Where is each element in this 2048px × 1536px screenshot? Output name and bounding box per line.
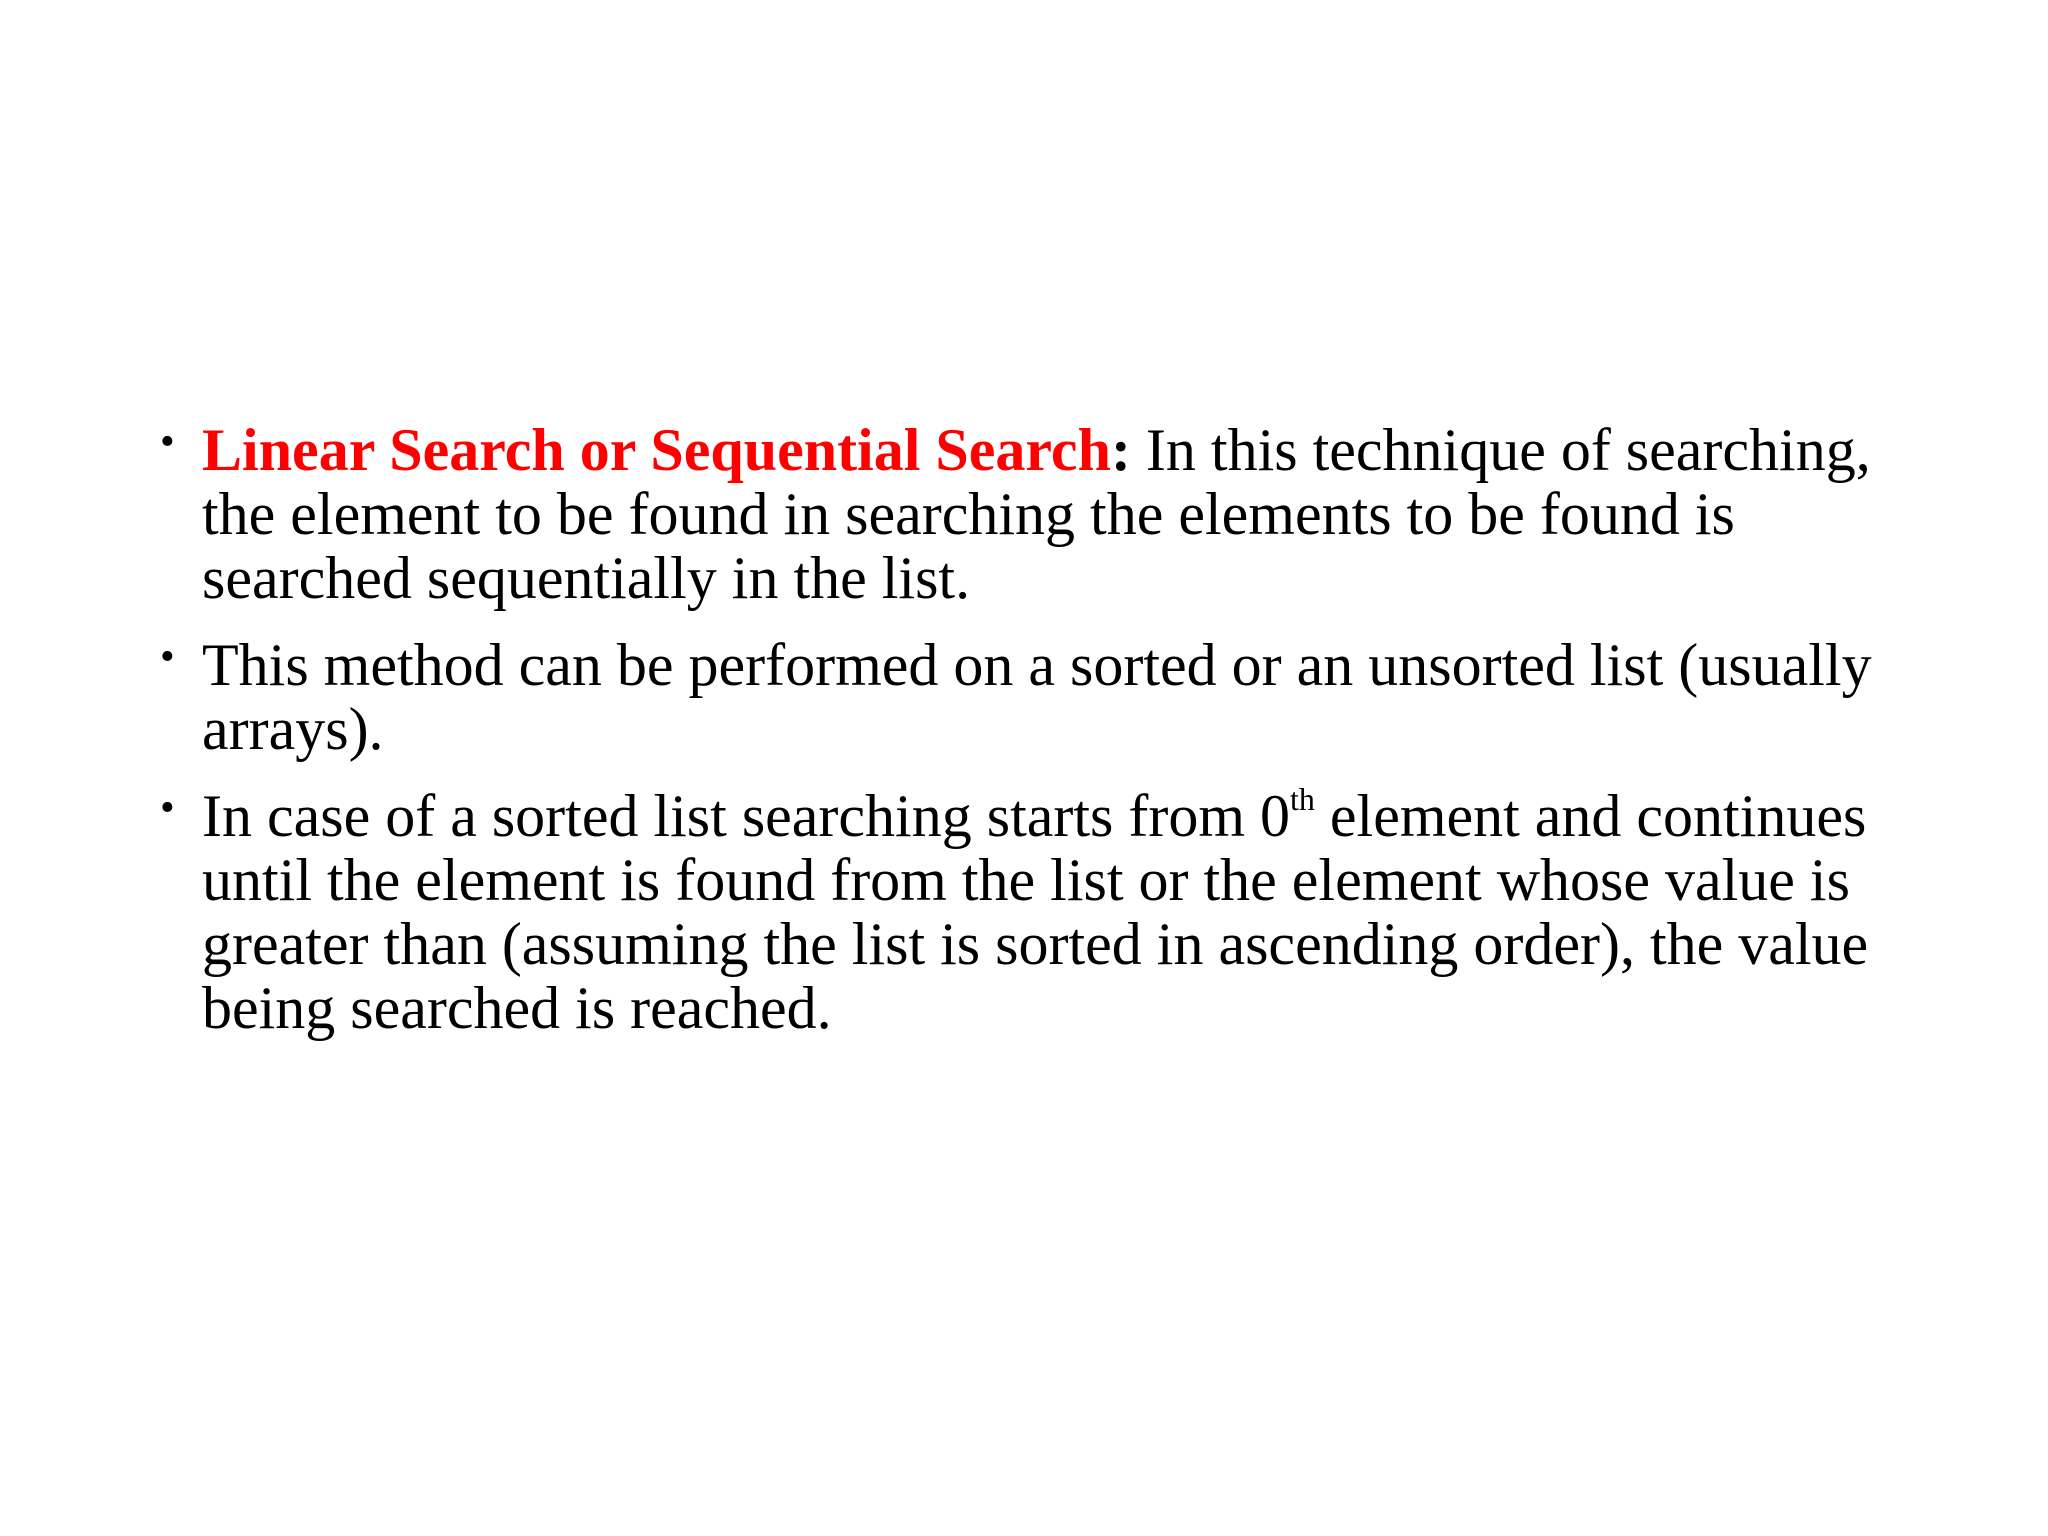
- term-colon: :: [1110, 417, 1131, 483]
- bullet-icon: •: [160, 634, 175, 680]
- bullet-text-before: In case of a sorted list searching starts from 0: [202, 783, 1290, 849]
- bullet-text: This method can be performed on a sorted or an unsorted list (usually arrays).: [202, 632, 1872, 762]
- bullet-item-sorted-case: [160, 781, 1900, 1041]
- bullet-icon: •: [160, 419, 175, 465]
- bullet-item-method: [160, 633, 1900, 761]
- bullet-list: [160, 418, 1900, 1063]
- bullet-icon: •: [160, 785, 175, 831]
- bullet-text: In this technique of searching, the element to be found in searching the elements to be found is searched sequentially in the list.: [202, 417, 1871, 611]
- bullet-item-linear-search: [160, 418, 1900, 610]
- superscript-th: th: [1290, 781, 1315, 817]
- highlight-term: Linear Search or Sequential Search: [202, 417, 1111, 483]
- bullet-text-after: element and continues until the element is found from the list or the element whose value is greater than (assuming the list is sorted in ascending order), the value being searched is reached.: [202, 783, 1869, 1041]
